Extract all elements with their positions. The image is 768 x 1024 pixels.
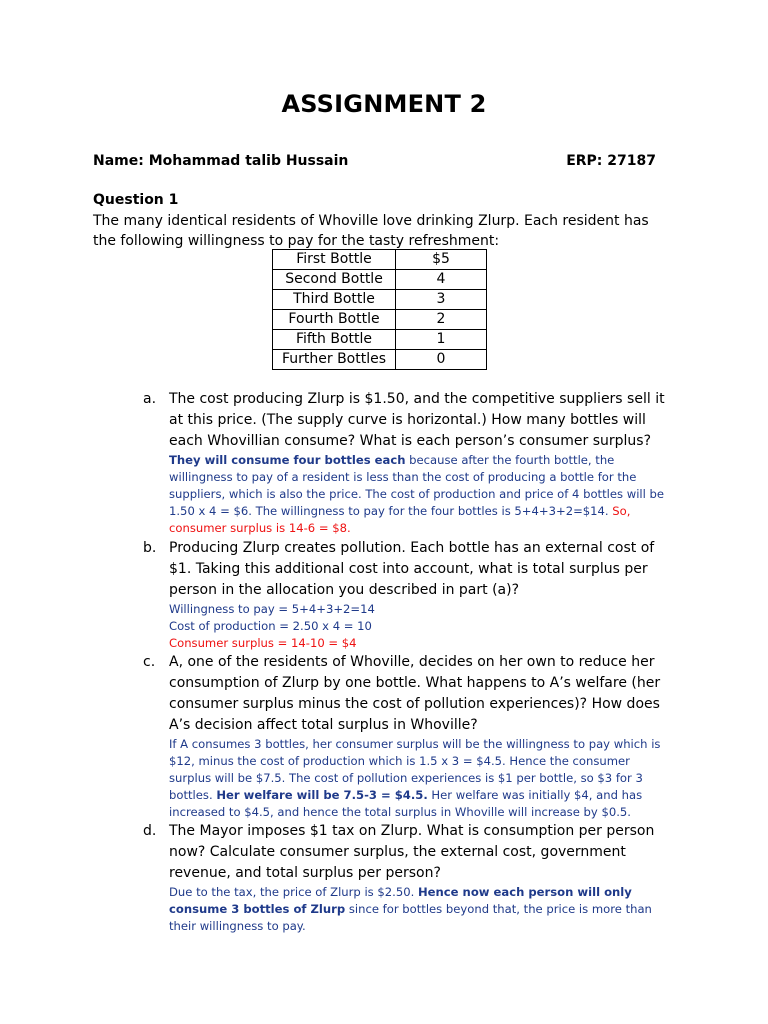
answer-line: Cost of production = 2.50 x 4 = 10 (169, 619, 372, 633)
answer-bold: Hence now each person will only consume 3 bottles of Zlurp (169, 885, 632, 916)
part-answer (169, 736, 673, 821)
part-letter: b. (143, 540, 157, 556)
table-row (273, 290, 487, 310)
answer-text: Due to the tax, the price of Zlurp is $2.50. (169, 885, 418, 899)
table-row (273, 270, 487, 290)
part-answer (169, 601, 673, 652)
part-question: A, one of the residents of Whoville, decides on her own to reduce her consumption of Zlurp by one bottle. What happens to A’s welfare (her consumer surplus minus the cost of pollution experiences)? How does A’s decision affect total surplus in Whoville? (169, 654, 661, 733)
answer-line: Willingness to pay = 5+4+3+2=14 (169, 602, 375, 616)
part-question: The Mayor imposes $1 tax on Zlurp. What is consumption per person now? Calculate consumer surplus, the external cost, government revenue, and total surplus per person? (169, 823, 655, 881)
part-answer (169, 452, 673, 537)
part-letter: d. (143, 823, 157, 839)
part-a (145, 389, 673, 537)
page-title: ASSIGNMENT 2 (281, 90, 487, 118)
part-c (145, 652, 673, 821)
table-row (273, 310, 487, 330)
answer-highlight: Consumer surplus = 14-10 = $4 (169, 636, 357, 650)
table-cell-label: Further Bottles (273, 350, 396, 370)
answer-text: Her welfare was initially $4, and has increased to $4.5, and hence the total surplus in Whoville will increase by $0.5. (169, 788, 643, 819)
answer-text: because after the fourth bottle, the willingness to pay of a resident is less than the cost of producing a bottle for the suppliers, which is also the price. The cost of production and price of 4 bottles will be 1.50 x 4 = $6. The willingness to pay for the four bottles is 5+4+3+2=$14. (169, 453, 665, 518)
answer-bold: They will consume four bottles each (169, 453, 406, 467)
student-erp: ERP: 27187 (566, 153, 656, 169)
table-cell-value: 3 (396, 290, 487, 310)
student-info-row (93, 153, 656, 173)
part-question: The cost producing Zlurp is $1.50, and the competitive suppliers sell it at this price. (The supply curve is horizontal.) How many bottles will each Whovillian consume? What is each person’s consumer surplus? (169, 391, 665, 449)
table-cell-value: 4 (396, 270, 487, 290)
part-answer (169, 884, 673, 935)
table-cell-label: Second Bottle (273, 270, 396, 290)
answer-bold: Her welfare will be 7.5-3 = $4.5. (216, 788, 428, 802)
part-letter: a. (143, 391, 157, 407)
table-row (273, 330, 487, 350)
question-heading: Question 1 (93, 192, 179, 208)
table-cell-label: First Bottle (273, 250, 396, 270)
willingness-to-pay-table (272, 249, 487, 370)
answer-text: If A consumes 3 bottles, her consumer surplus will be the willingness to pay which is $12, minus the cost of production which is 1.5 x 3 = $4.5. Hence the consumer surplus will be $7.5. The cost of pollution experiences is $1 per bottle, so $3 for 3 bottles. (169, 737, 661, 802)
part-d (145, 821, 673, 935)
table-cell-value: 0 (396, 350, 487, 370)
table-row (273, 250, 487, 270)
answer-text: since for bottles beyond that, the price is more than their willingness to pay. (169, 902, 652, 933)
part-b (145, 538, 673, 652)
table-cell-value: $5 (396, 250, 487, 270)
table-row (273, 350, 487, 370)
table-cell-value: 1 (396, 330, 487, 350)
part-question: Producing Zlurp creates pollution. Each bottle has an external cost of $1. Taking this additional cost into account, what is total surplus per person in the allocation you described in part (a)? (169, 540, 655, 598)
question-intro: The many identical residents of Whoville love drinking Zlurp. Each resident has the following willingness to pay for the tasty refreshment: (93, 213, 649, 249)
table-cell-label: Third Bottle (273, 290, 396, 310)
table-cell-label: Fourth Bottle (273, 310, 396, 330)
table-cell-value: 2 (396, 310, 487, 330)
answer-highlight: So, consumer surplus is 14-6 = $8. (169, 504, 631, 535)
table-cell-label: Fifth Bottle (273, 330, 396, 350)
student-name: Name: Mohammad talib Hussain (93, 153, 349, 169)
part-letter: c. (143, 654, 156, 670)
